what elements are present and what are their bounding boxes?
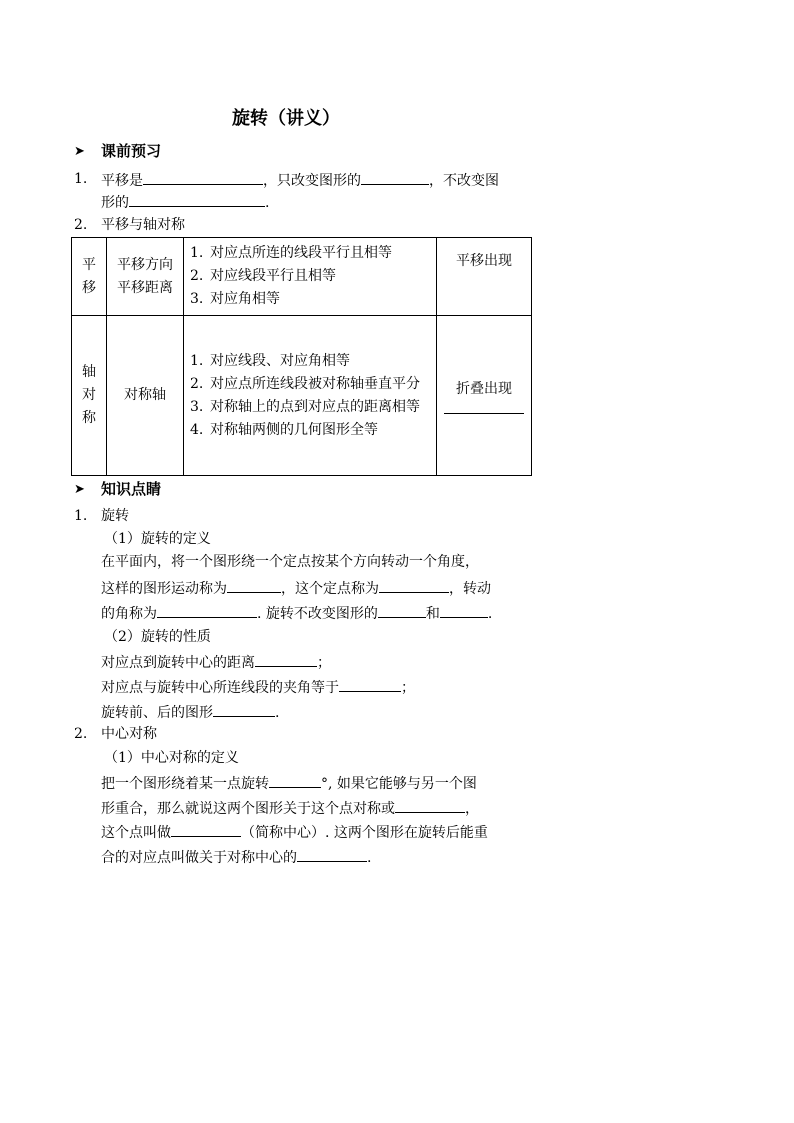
answer-blank[interactable] <box>361 170 429 185</box>
answer-blank[interactable] <box>227 578 281 593</box>
answer-blank[interactable] <box>171 822 241 837</box>
rotation-property-1: 对应点到旋转中心的距离 ； <box>101 652 331 672</box>
answer-blank[interactable] <box>339 677 401 692</box>
answer-blank[interactable] <box>444 407 524 414</box>
answer-blank[interactable] <box>379 578 449 593</box>
answer-blank[interactable] <box>395 798 465 813</box>
central-symmetry-line1: 把一个图形绕着某一点旋转 °, 如果它能够与另一个图 <box>101 773 477 793</box>
answer-blank[interactable] <box>255 652 317 667</box>
preview-item-2: 平移与轴对称 <box>101 217 185 233</box>
rotation-property-3: 旋转前、后的图形 . <box>101 702 279 722</box>
item-number: 1. <box>74 171 88 187</box>
item-number: 2. <box>74 726 88 742</box>
answer-blank[interactable] <box>157 603 257 618</box>
answer-blank[interactable] <box>269 773 321 788</box>
row-head-translation: 平 移 <box>72 238 107 316</box>
item-number: 2. <box>74 217 88 233</box>
section-heading-preview: 课前预习 <box>101 142 162 160</box>
rotation-definition-line3: 的角称为 . 旋转不改变图形的 和 . <box>101 603 492 623</box>
answer-blank[interactable] <box>129 192 265 207</box>
item-number: 1. <box>74 508 88 524</box>
arrow-bullet-icon: ➤ <box>74 482 85 497</box>
row-result-axial-symmetry: 折叠出现 <box>437 316 532 476</box>
preview-item-1-line1: 平移是 ，只改变图形的 ，不改变图 <box>101 170 499 190</box>
central-symmetry-definition-heading: （1）中心对称的定义 <box>104 750 239 766</box>
page-title: 旋转（讲义） <box>232 108 340 129</box>
section-heading-knowledge: 知识点睛 <box>101 480 162 498</box>
rotation-definition-heading: （1）旋转的定义 <box>104 531 211 547</box>
row-head-axial-symmetry: 轴 对 称 <box>72 316 107 476</box>
answer-blank[interactable] <box>297 847 367 862</box>
answer-blank[interactable] <box>143 170 263 185</box>
knowledge-2-title: 中心对称 <box>101 726 157 742</box>
row-result-translation: 平移出现 <box>437 238 532 316</box>
row-properties-translation: 1. 对应点所连的线段平行且相等 2. 对应线段平行且相等 3. 对应角相等 <box>184 238 437 316</box>
rotation-properties-heading: （2）旋转的性质 <box>104 629 211 645</box>
row-name-translation: 平移方向 平移距离 <box>107 238 184 316</box>
knowledge-1-title: 旋转 <box>101 508 129 524</box>
arrow-bullet-icon: ➤ <box>74 144 85 159</box>
answer-blank[interactable] <box>213 702 275 717</box>
comparison-table <box>71 237 532 476</box>
answer-blank[interactable] <box>378 603 426 618</box>
rotation-definition-line1: 在平面内，将一个图形绕一个定点按某个方向转动一个角度， <box>101 554 479 570</box>
table-row <box>72 238 532 316</box>
preview-item-1-line2: 形的 . <box>101 192 269 212</box>
central-symmetry-line2: 形重合，那么就说这两个图形关于这个点对称或 ， <box>101 798 479 818</box>
table-row <box>72 316 532 476</box>
central-symmetry-line4: 合的对应点叫做关于对称中心的 . <box>101 847 371 867</box>
answer-blank[interactable] <box>440 603 488 618</box>
row-properties-axial-symmetry: 1. 对应线段、对应角相等 2. 对应点所连线段被对称轴垂直平分 3. 对称轴上的点到对应点的距离相等 4. 对称轴两侧的几何图形全等 <box>184 316 437 476</box>
row-name-axial-symmetry: 对称轴 <box>107 316 184 476</box>
rotation-definition-line2: 这样的图形运动称为 ，这个定点称为 ，转动 <box>101 578 491 598</box>
rotation-property-2: 对应点与旋转中心所连线段的夹角等于 ； <box>101 677 415 697</box>
central-symmetry-line3: 这个点叫做 （简称中心）. 这两个图形在旋转后能重 <box>101 822 488 842</box>
